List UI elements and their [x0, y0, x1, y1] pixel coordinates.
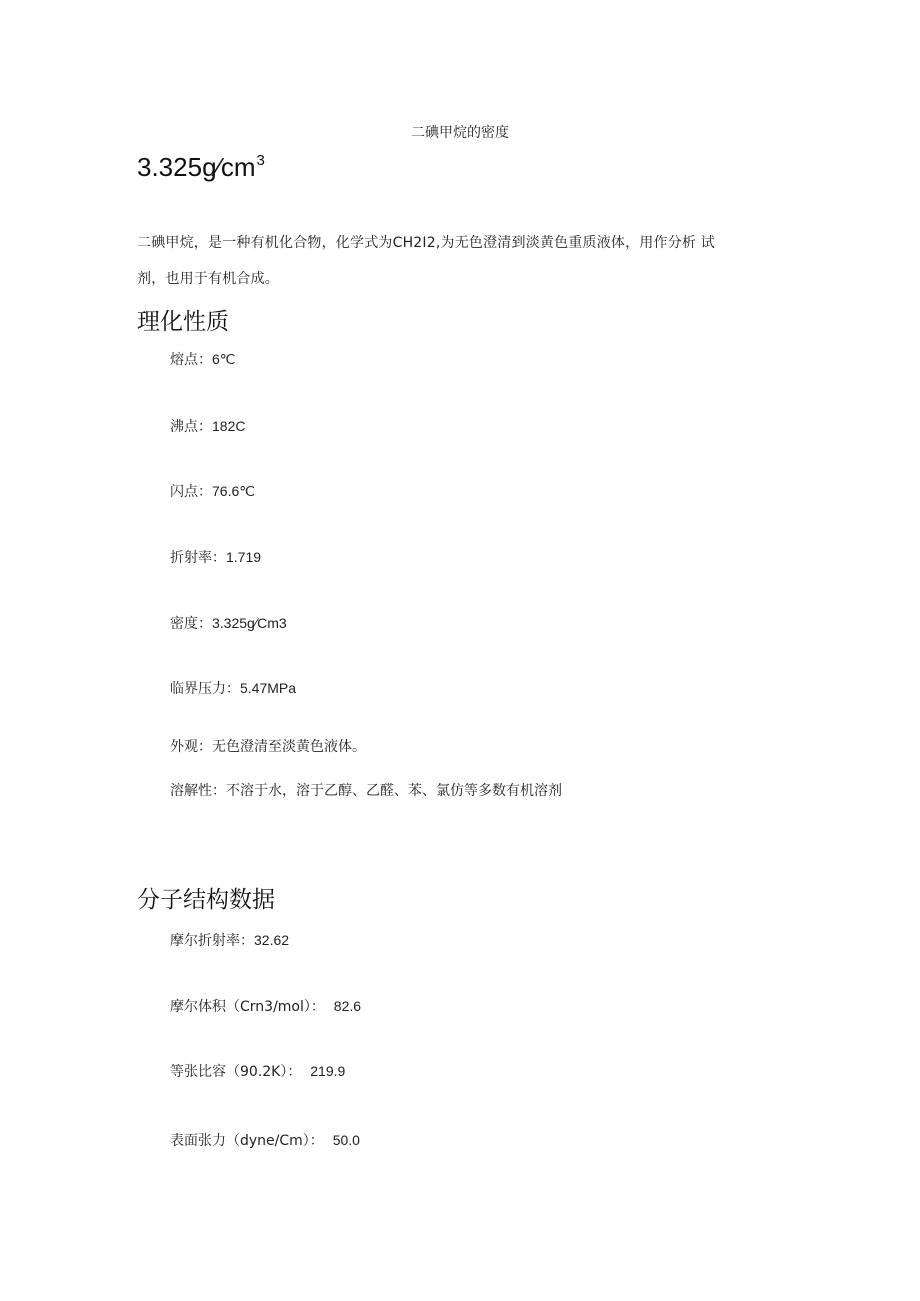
structure-row-surface-tension	[170, 1130, 360, 1150]
property-value: 6℃	[212, 351, 236, 367]
property-value: 3.325g∕Cm3	[212, 615, 287, 631]
density-headline	[137, 152, 265, 183]
density-exponent: 3	[256, 152, 265, 169]
property-row-critical-pressure	[170, 678, 296, 698]
property-row-flash-point	[170, 481, 255, 501]
property-value: 无色澄清至淡黄色液体。	[212, 739, 366, 755]
property-row-melting-point	[170, 349, 236, 369]
structure-row-molar-volume	[170, 996, 361, 1016]
property-label: 溶解性：	[170, 783, 226, 799]
section-heading-molecular-structure: 分子结构数据	[137, 887, 275, 913]
intro-line: 二碘甲烷，是一种有机化合物，化学式为CH2I2,为无色澄清到淡黄色重质液体，用作分析 试	[137, 235, 715, 251]
document-title: 二碘甲烷的密度	[411, 125, 509, 141]
property-value: 5.47MPa	[240, 680, 297, 696]
property-row-appearance	[170, 736, 366, 756]
structure-row-parachor	[170, 1061, 345, 1081]
property-value: 32.62	[254, 932, 290, 948]
property-value: 219.9	[310, 1063, 346, 1079]
property-value: 182C	[212, 418, 246, 434]
structure-row-molar-refractivity	[170, 930, 289, 950]
property-label: 外观：	[170, 739, 212, 755]
property-value: 82.6	[333, 998, 362, 1014]
property-value: 不溶于水，溶于乙醇、乙醛、苯、氯仿等多数有机溶剂	[226, 783, 562, 799]
property-row-solubility	[170, 780, 562, 800]
intro-paragraph	[137, 225, 777, 297]
property-label: 表面张力（dyne/Cm）：	[170, 1133, 333, 1149]
property-row-boiling-point	[170, 416, 245, 436]
property-label: 沸点：	[170, 419, 212, 435]
property-row-refractive-index	[170, 547, 261, 567]
intro-line: 剂，也用于有机合成。	[137, 271, 279, 287]
property-row-density	[170, 613, 287, 633]
property-value: 1.719	[226, 549, 262, 565]
section-heading-physical-properties: 理化性质	[137, 309, 229, 335]
property-label: 摩尔折射率：	[170, 933, 254, 949]
density-value: 3.325g∕cm	[137, 152, 256, 182]
property-label: 闪点：	[170, 484, 212, 500]
property-value: 50.0	[332, 1132, 360, 1148]
property-label: 密度：	[170, 616, 212, 632]
property-label: 熔点：	[170, 352, 212, 368]
property-label: 临界压力：	[170, 681, 240, 697]
property-label: 摩尔体积（Crn3/mol）：	[170, 999, 334, 1015]
property-value: 76.6℃	[212, 483, 255, 499]
property-label: 等张比容（90.2K）：	[170, 1064, 311, 1080]
property-label: 折射率：	[170, 550, 226, 566]
